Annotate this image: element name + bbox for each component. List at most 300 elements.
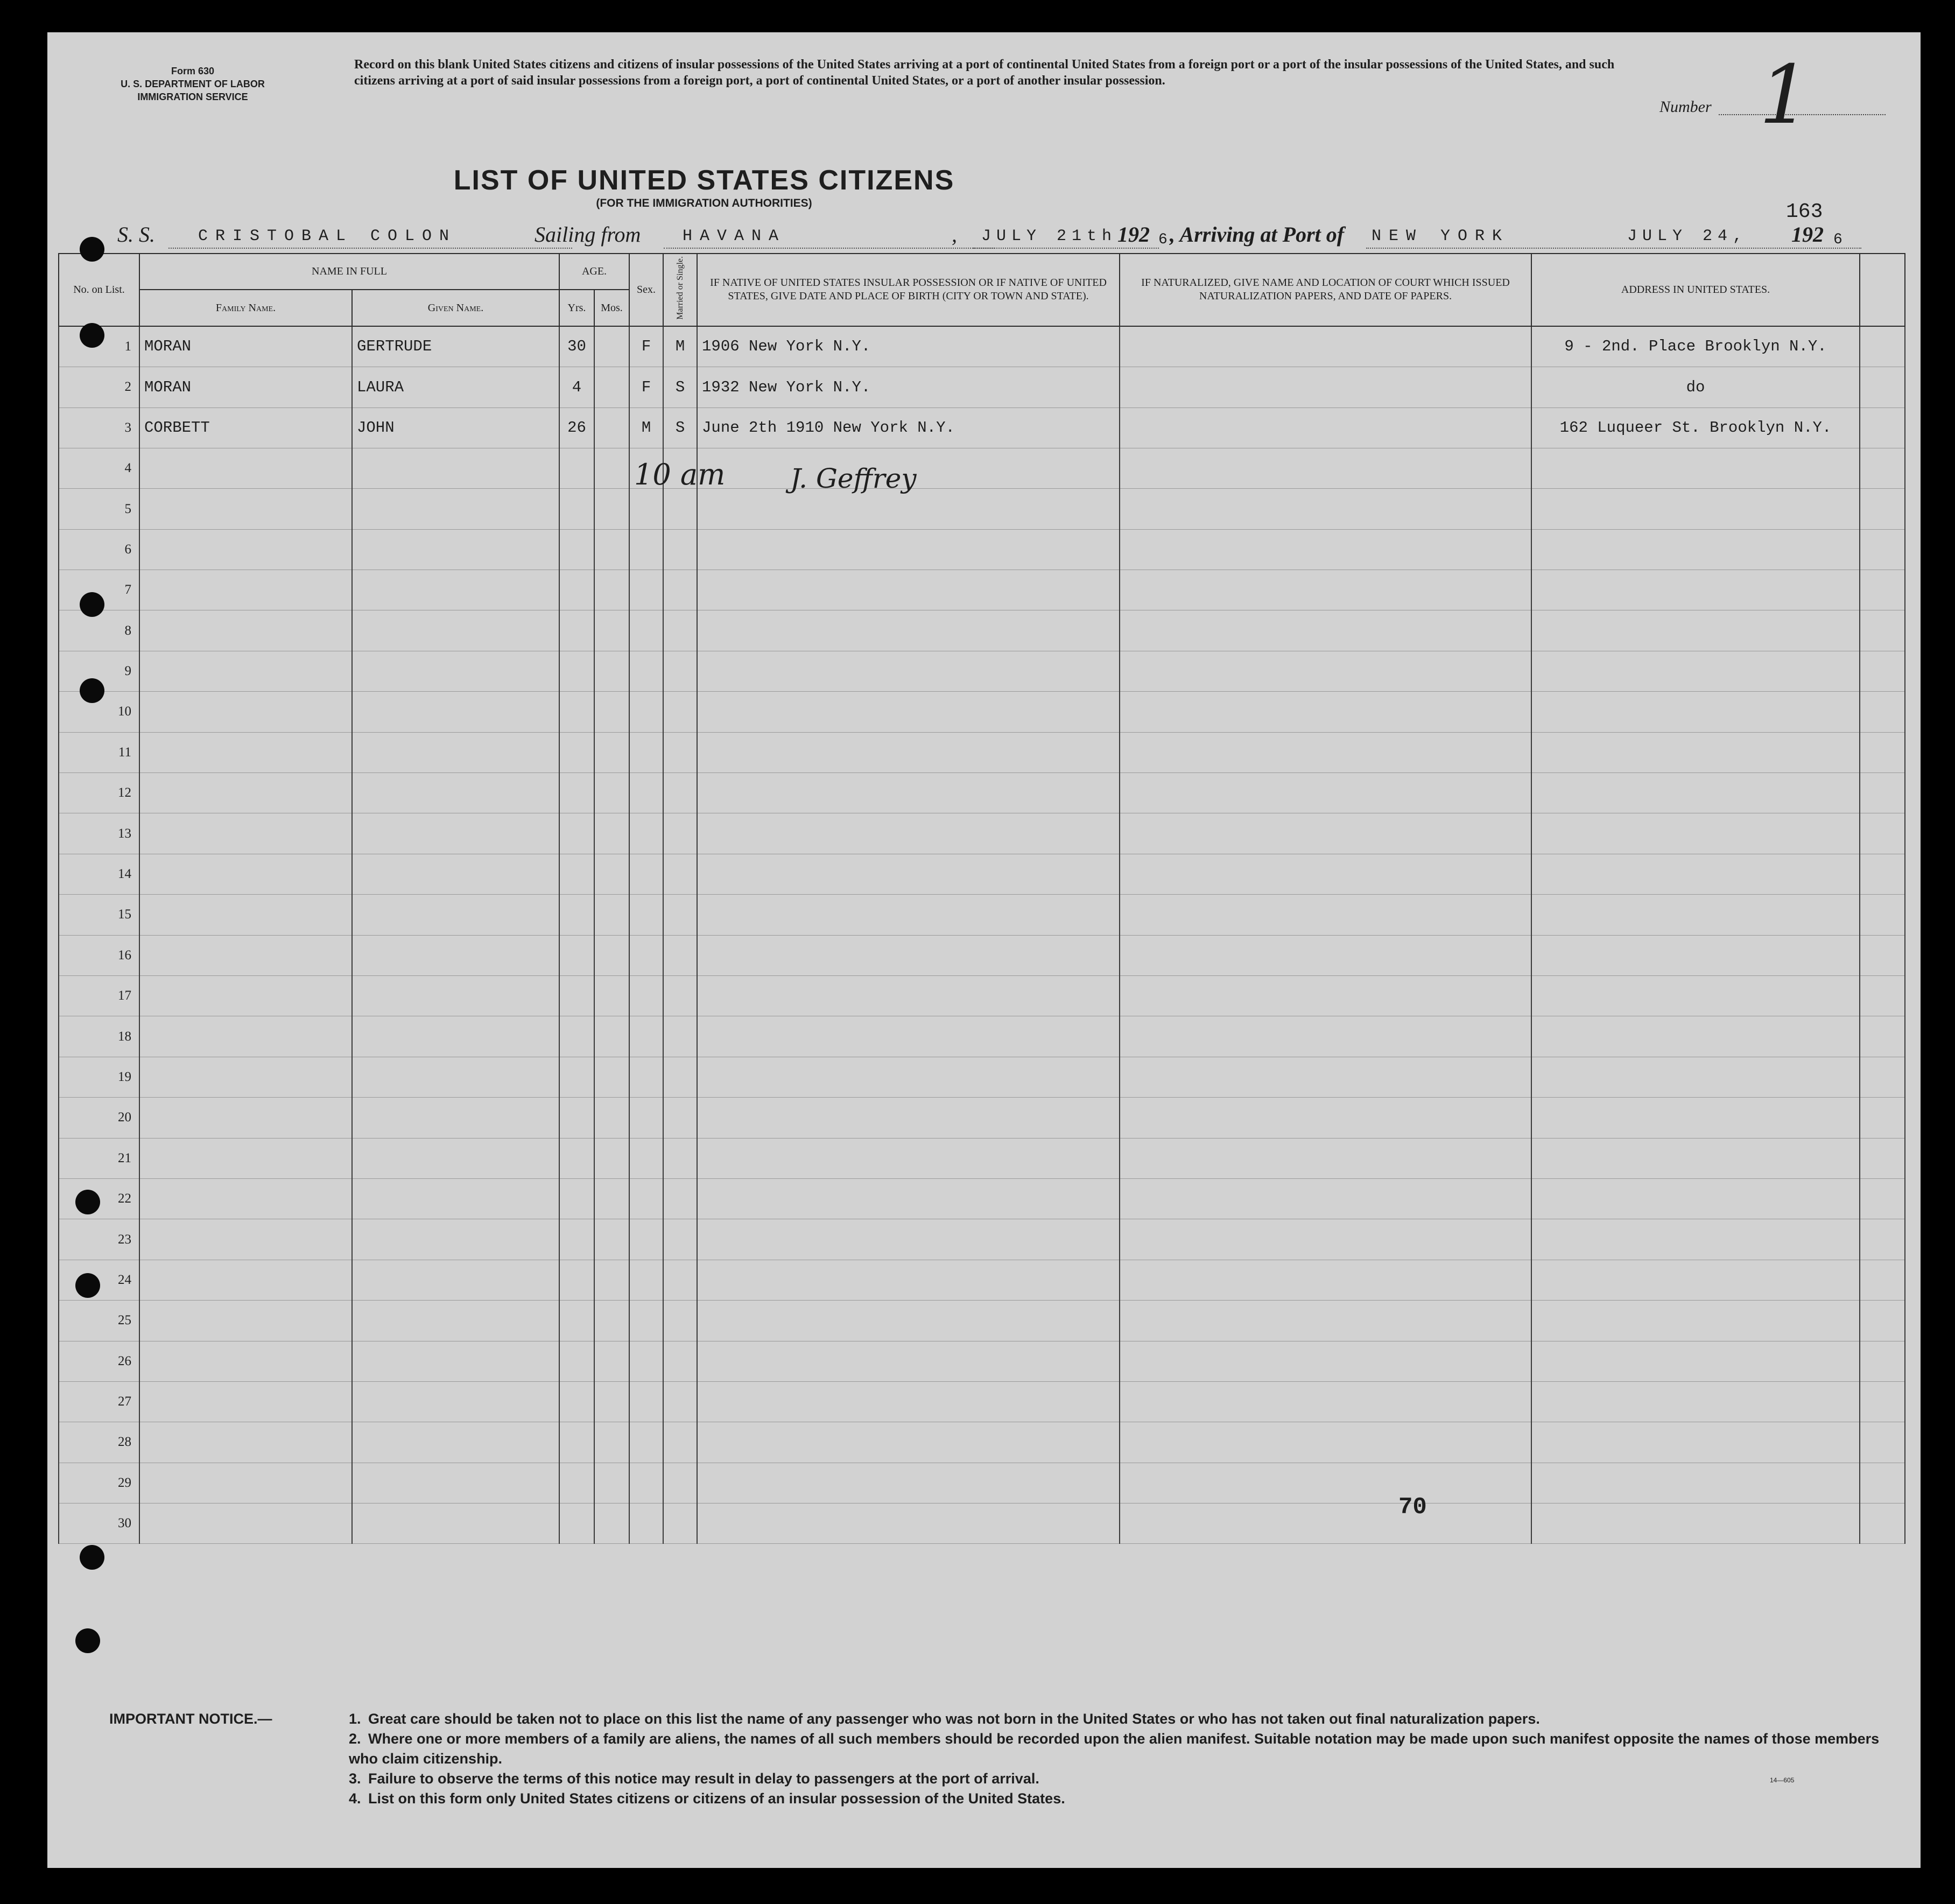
us-address — [1531, 773, 1860, 813]
table-row — [59, 1503, 1905, 1544]
sex — [629, 529, 663, 570]
age-months — [594, 1381, 629, 1422]
blank-cell — [1860, 448, 1905, 488]
age-years — [559, 448, 594, 488]
age-months — [594, 1341, 629, 1381]
given-name — [352, 976, 559, 1016]
married-single — [663, 1098, 697, 1138]
number-label: Number — [1659, 98, 1712, 116]
sex — [629, 935, 663, 975]
row-number: 16 — [59, 935, 139, 975]
port-from-line — [664, 248, 995, 249]
age-months — [594, 489, 629, 529]
blank-cell — [1860, 529, 1905, 570]
sex — [629, 1219, 663, 1260]
passenger-table — [58, 253, 1905, 1544]
age-years: 26 — [559, 408, 594, 448]
birth-date-place — [697, 489, 1120, 529]
age-years — [559, 1381, 594, 1422]
birth-date-place — [697, 1098, 1120, 1138]
family-name — [139, 1503, 352, 1544]
table-row — [59, 1463, 1905, 1503]
punch-hole — [75, 1190, 100, 1214]
age-years — [559, 651, 594, 691]
blank-cell — [1860, 1341, 1905, 1381]
notice-item-number: 3. — [349, 1770, 361, 1787]
port-to-line — [1366, 248, 1861, 249]
punch-hole — [80, 323, 104, 348]
sex — [629, 1138, 663, 1178]
naturalization — [1120, 1260, 1531, 1300]
sex — [629, 1178, 663, 1219]
us-address — [1531, 692, 1860, 732]
punch-hole — [80, 678, 104, 703]
age-years — [559, 895, 594, 935]
married-single — [663, 1463, 697, 1503]
sex — [629, 1057, 663, 1097]
col-address-header: ADDRESS IN UNITED STATES. — [1531, 254, 1860, 326]
age-months — [594, 1057, 629, 1097]
birth-date-place — [697, 1219, 1120, 1260]
depart-date: JULY 21th — [981, 227, 1117, 245]
given-name — [352, 1219, 559, 1260]
list-number: 1 — [1759, 48, 1811, 142]
naturalization — [1120, 1463, 1531, 1503]
birth-date-place — [697, 529, 1120, 570]
birth-date-place: 1932 New York N.Y. — [697, 367, 1120, 408]
us-address — [1531, 1057, 1860, 1097]
given-name: GERTRUDE — [352, 326, 559, 367]
row-number: 5 — [59, 489, 139, 529]
birth-date-place — [697, 976, 1120, 1016]
naturalization — [1120, 529, 1531, 570]
punch-hole — [75, 1628, 100, 1653]
age-years — [559, 489, 594, 529]
age-years — [559, 610, 594, 651]
notice-label: IMPORTANT NOTICE.— — [109, 1711, 272, 1727]
sex — [629, 1301, 663, 1341]
row-number: 21 — [59, 1138, 139, 1178]
punch-hole — [75, 1273, 100, 1298]
form-header — [90, 65, 295, 103]
given-name — [352, 1057, 559, 1097]
row-number: 23 — [59, 1219, 139, 1260]
sex — [629, 732, 663, 772]
blank-cell — [1860, 1219, 1905, 1260]
family-name — [139, 529, 352, 570]
age-years — [559, 570, 594, 610]
blank-cell — [1860, 935, 1905, 975]
naturalization — [1120, 1178, 1531, 1219]
row-number: 6 — [59, 529, 139, 570]
married-single — [663, 732, 697, 772]
sex — [629, 1016, 663, 1057]
us-address — [1531, 1016, 1860, 1057]
table-row — [59, 570, 1905, 610]
family-name — [139, 1301, 352, 1341]
table-row — [59, 1138, 1905, 1178]
married-single — [663, 489, 697, 529]
blank-cell — [1860, 1381, 1905, 1422]
row-number: 9 — [59, 651, 139, 691]
blank-cell — [1860, 1057, 1905, 1097]
blank-cell — [1860, 610, 1905, 651]
notice-item-number: 1. — [349, 1711, 361, 1727]
col-blank-header — [1860, 254, 1905, 326]
family-name: MORAN — [139, 326, 352, 367]
age-years — [559, 1178, 594, 1219]
given-name — [352, 1503, 559, 1544]
family-name — [139, 651, 352, 691]
row-number: 7 — [59, 570, 139, 610]
us-address — [1531, 854, 1860, 894]
family-name — [139, 895, 352, 935]
department-name: U. S. DEPARTMENT OF LABOR — [121, 79, 265, 89]
age-months — [594, 1016, 629, 1057]
us-address — [1531, 1098, 1860, 1138]
age-months — [594, 1138, 629, 1178]
table-row — [59, 448, 1905, 488]
table-row — [59, 529, 1905, 570]
naturalization — [1120, 732, 1531, 772]
birth-date-place — [697, 692, 1120, 732]
age-months — [594, 1178, 629, 1219]
col-sex-header: Sex. — [629, 254, 663, 326]
sex — [629, 895, 663, 935]
age-months — [594, 773, 629, 813]
arriving-label: , Arriving at Port of — [1170, 222, 1345, 247]
col-naturalized-header: IF NATURALIZED, GIVE NAME AND LOCATION OF COURT WHICH ISSUED NATURALIZATION PAPERS, AND DATE OF PAPERS. — [1120, 254, 1531, 326]
given-name — [352, 935, 559, 975]
given-name — [352, 448, 559, 488]
age-months — [594, 976, 629, 1016]
naturalization — [1120, 1422, 1531, 1463]
col-given-header: Given Name. — [352, 290, 559, 326]
blank-cell — [1860, 1016, 1905, 1057]
table-row — [59, 489, 1905, 529]
family-name — [139, 854, 352, 894]
punch-hole — [80, 237, 104, 262]
naturalization — [1120, 570, 1531, 610]
blank-cell — [1860, 570, 1905, 610]
age-months — [594, 448, 629, 488]
sex — [629, 1260, 663, 1300]
given-name — [352, 610, 559, 651]
married-single — [663, 1138, 697, 1178]
family-name — [139, 1138, 352, 1178]
us-address — [1531, 1260, 1860, 1300]
age-months — [594, 1260, 629, 1300]
naturalization — [1120, 1138, 1531, 1178]
age-years — [559, 732, 594, 772]
married-single — [663, 895, 697, 935]
birth-date-place — [697, 1138, 1120, 1178]
age-months — [594, 1463, 629, 1503]
row-number: 12 — [59, 773, 139, 813]
married-single — [663, 854, 697, 894]
given-name — [352, 692, 559, 732]
naturalization — [1120, 1503, 1531, 1544]
married-single — [663, 935, 697, 975]
blank-cell — [1860, 773, 1905, 813]
row-number: 8 — [59, 610, 139, 651]
birth-date-place — [697, 1178, 1120, 1219]
table-row — [59, 935, 1905, 975]
ship-name: CRISTOBAL COLON — [198, 227, 457, 245]
given-name — [352, 732, 559, 772]
us-address: 162 Luqueer St. Brooklyn N.Y. — [1531, 408, 1860, 448]
age-years: 30 — [559, 326, 594, 367]
birth-date-place — [697, 732, 1120, 772]
birth-date-place — [697, 1016, 1120, 1057]
row-number: 4 — [59, 448, 139, 488]
age-years — [559, 1098, 594, 1138]
family-name — [139, 489, 352, 529]
table-row — [59, 732, 1905, 772]
col-mos-header: Mos. — [594, 290, 629, 326]
given-name — [352, 854, 559, 894]
blank-cell — [1860, 1503, 1905, 1544]
table-row — [59, 1219, 1905, 1260]
age-months — [594, 813, 629, 854]
age-years — [559, 1260, 594, 1300]
table-row — [59, 1260, 1905, 1300]
naturalization — [1120, 1057, 1531, 1097]
married-single — [663, 692, 697, 732]
naturalization — [1120, 1341, 1531, 1381]
married-label: Married or Single. — [676, 256, 685, 320]
blank-cell — [1860, 1260, 1905, 1300]
naturalization — [1120, 692, 1531, 732]
naturalization — [1120, 489, 1531, 529]
family-name — [139, 1219, 352, 1260]
blank-cell — [1860, 1463, 1905, 1503]
naturalization — [1120, 651, 1531, 691]
table-row — [59, 773, 1905, 813]
us-address — [1531, 976, 1860, 1016]
age-months — [594, 610, 629, 651]
married-single — [663, 813, 697, 854]
depart-date-line — [973, 248, 1159, 249]
given-name: LAURA — [352, 367, 559, 408]
naturalization — [1120, 1016, 1531, 1057]
row-number: 22 — [59, 1178, 139, 1219]
age-years — [559, 813, 594, 854]
naturalization — [1120, 935, 1531, 975]
row-number: 17 — [59, 976, 139, 1016]
given-name — [352, 529, 559, 570]
family-name — [139, 1341, 352, 1381]
family-name — [139, 1260, 352, 1300]
naturalization — [1120, 448, 1531, 488]
age-months — [594, 1301, 629, 1341]
sex: F — [629, 367, 663, 408]
sex — [629, 651, 663, 691]
blank-cell — [1860, 1138, 1905, 1178]
sex — [629, 1503, 663, 1544]
married-single — [663, 651, 697, 691]
us-address — [1531, 529, 1860, 570]
us-address — [1531, 1341, 1860, 1381]
age-years — [559, 976, 594, 1016]
family-name — [139, 1178, 352, 1219]
given-name — [352, 813, 559, 854]
blank-cell — [1860, 408, 1905, 448]
age-years — [559, 773, 594, 813]
married-single — [663, 1341, 697, 1381]
naturalization — [1120, 1219, 1531, 1260]
row-number: 2 — [59, 367, 139, 408]
us-address — [1531, 1138, 1860, 1178]
married-single — [663, 773, 697, 813]
age-months — [594, 570, 629, 610]
age-months — [594, 1219, 629, 1260]
us-address — [1531, 935, 1860, 975]
inspector-signature: J. Geffrey — [790, 463, 917, 494]
table-row — [59, 1381, 1905, 1422]
sex — [629, 610, 663, 651]
blank-cell — [1860, 854, 1905, 894]
us-address — [1531, 610, 1860, 651]
married-single: S — [663, 367, 697, 408]
age-months — [594, 1503, 629, 1544]
sex — [629, 854, 663, 894]
age-years: 4 — [559, 367, 594, 408]
sex — [629, 570, 663, 610]
birth-date-place — [697, 1503, 1120, 1544]
row-number: 18 — [59, 1016, 139, 1057]
birth-date-place — [697, 773, 1120, 813]
age-months — [594, 1422, 629, 1463]
table-row — [59, 895, 1905, 935]
comma-1: , — [952, 222, 957, 247]
given-name — [352, 1098, 559, 1138]
given-name — [352, 570, 559, 610]
family-name — [139, 773, 352, 813]
row-number: 15 — [59, 895, 139, 935]
age-years — [559, 1219, 594, 1260]
given-name — [352, 1260, 559, 1300]
age-months — [594, 692, 629, 732]
us-address — [1531, 1301, 1860, 1341]
age-months — [594, 408, 629, 448]
family-name — [139, 1016, 352, 1057]
married-single: M — [663, 326, 697, 367]
family-name — [139, 610, 352, 651]
sex: F — [629, 326, 663, 367]
table-row — [59, 610, 1905, 651]
blank-cell — [1860, 895, 1905, 935]
notice-item — [349, 1769, 1899, 1789]
blank-cell — [1860, 1422, 1905, 1463]
given-name: JOHN — [352, 408, 559, 448]
given-name — [352, 1341, 559, 1381]
married-single — [663, 1301, 697, 1341]
family-name — [139, 1422, 352, 1463]
sex — [629, 976, 663, 1016]
age-months — [594, 895, 629, 935]
birth-date-place — [697, 651, 1120, 691]
married-single — [663, 529, 697, 570]
sailing-label: Sailing from — [535, 222, 641, 247]
age-months — [594, 935, 629, 975]
family-name — [139, 732, 352, 772]
col-family-header: Family Name. — [139, 290, 352, 326]
notice-item-text: Great care should be taken not to place on this list the name of any passenger who was not born in the United States or who has not taken out final naturalization papers. — [368, 1711, 1540, 1727]
col-no-header: No. on List. — [59, 254, 139, 326]
row-number: 13 — [59, 813, 139, 854]
family-name — [139, 692, 352, 732]
birth-date-place — [697, 1260, 1120, 1300]
table-row — [59, 651, 1905, 691]
age-years — [559, 1138, 594, 1178]
us-address — [1531, 1503, 1860, 1544]
passenger-rows — [59, 326, 1905, 1544]
family-name — [139, 1057, 352, 1097]
age-years — [559, 854, 594, 894]
married-single — [663, 1219, 697, 1260]
birth-date-place — [697, 935, 1120, 975]
row-number: 27 — [59, 1381, 139, 1422]
naturalization — [1120, 610, 1531, 651]
table-row — [59, 1098, 1905, 1138]
naturalization — [1120, 1098, 1531, 1138]
age-months — [594, 529, 629, 570]
naturalization — [1120, 367, 1531, 408]
us-address — [1531, 651, 1860, 691]
age-months — [594, 326, 629, 367]
naturalization — [1120, 773, 1531, 813]
page-subtitle: (FOR THE IMMIGRATION AUTHORITIES) — [596, 197, 812, 209]
naturalization — [1120, 813, 1531, 854]
blank-cell — [1860, 976, 1905, 1016]
row-number: 14 — [59, 854, 139, 894]
birth-date-place — [697, 1341, 1120, 1381]
age-months — [594, 854, 629, 894]
us-address: do — [1531, 367, 1860, 408]
blank-cell — [1860, 651, 1905, 691]
married-single — [663, 1381, 697, 1422]
col-age-header: AGE. — [559, 254, 629, 290]
manifest-page — [47, 32, 1921, 1868]
family-name — [139, 448, 352, 488]
given-name — [352, 1178, 559, 1219]
family-name — [139, 1098, 352, 1138]
married-single — [663, 1016, 697, 1057]
age-months — [594, 367, 629, 408]
us-address — [1531, 813, 1860, 854]
blank-cell — [1860, 367, 1905, 408]
ship-line — [168, 248, 572, 249]
notice-item-text: List on this form only United States citizens or citizens of an insular possession of the United States. — [368, 1790, 1065, 1807]
notice-item-text: Failure to observe the terms of this notice may result in delay to passengers at the port of arrival. — [368, 1770, 1039, 1787]
given-name — [352, 1463, 559, 1503]
row-number: 26 — [59, 1341, 139, 1381]
page-count-stamp: 70 — [1398, 1494, 1427, 1521]
form-code: 14—605 — [1770, 1776, 1795, 1784]
family-name — [139, 1463, 352, 1503]
notice-list — [349, 1709, 1899, 1809]
table-row — [59, 1016, 1905, 1057]
depart-year-suffix: 6 — [1158, 231, 1168, 248]
birth-date-place — [697, 854, 1120, 894]
sex — [629, 489, 663, 529]
age-years — [559, 1057, 594, 1097]
family-name — [139, 813, 352, 854]
page-title: LIST OF UNITED STATES CITIZENS — [453, 165, 955, 196]
us-address — [1531, 448, 1860, 488]
record-instructions: Record on this blank United States citizens and citizens of insular possessions of the United States arriving at a port of continental United States from a foreign port or a port of the insular possessions of the United States, and such citizens arriving at a port of said insular possessions from a foreign port, a port of continental United States, or a port of another insular possession. — [354, 58, 1615, 88]
